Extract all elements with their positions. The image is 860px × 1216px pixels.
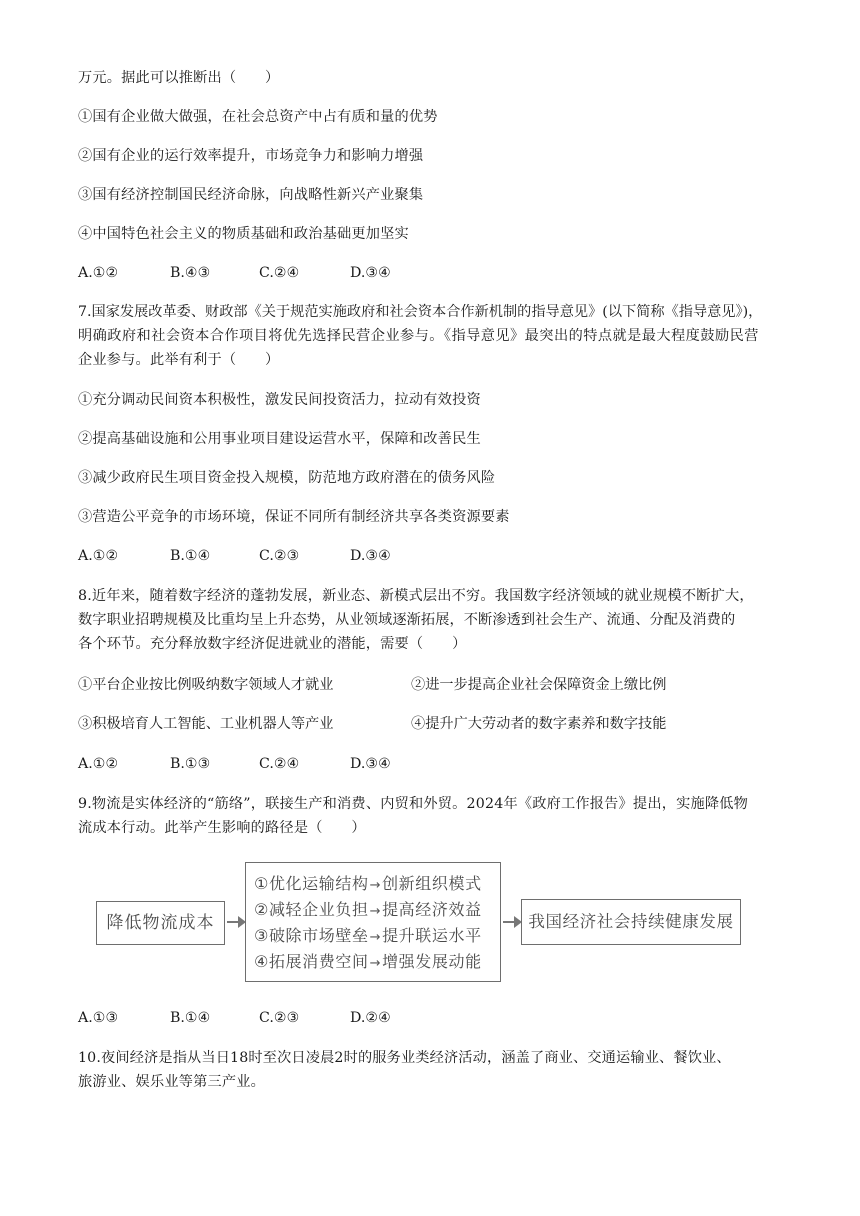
diagram-steps-box [245,862,501,982]
q8-option-b: B.①③ [170,756,211,772]
q6-option-c: C.②④ [259,265,300,281]
q8-stem-line-3: 各个环节。充分释放数字经济促进就业的潜能，需要（ ） [78,636,467,652]
q8-item-3: ③积极培育人工智能、工业机器人等产业 [78,716,334,732]
diagram-end-box: 我国经济社会持续健康发展 [521,899,741,945]
q7-option-b: B.①④ [170,548,211,564]
q7-item-4: ③营造公平竞争的市场环境，保证不同所有制经济共享各类资源要素 [78,509,510,525]
q8-items-row-1 [78,675,778,695]
q8-option-c: C.②④ [259,756,300,772]
small-arrow-icon: → [369,904,382,919]
diagram-step-2: ②减轻企业负担→提高经济效益 [254,900,482,919]
q7-item-2: ②提高基础设施和公用事业项目建设运营水平，保障和改善民生 [78,431,481,447]
q7-stem-line-1: 7.国家发展改革委、财政部《关于规范实施政府和社会资本合作新机制的指导意见》(以下简称《指导意见》)， [78,304,763,320]
small-arrow-icon: → [369,878,382,893]
q7-item-1: ①充分调动民间资本积极性，激发民间投资活力，拉动有效投资 [78,392,481,408]
diagram-start-box: 降低物流成本 [96,901,225,945]
diagram-step-3: ③破除市场壁垒→提升联运水平 [254,926,482,945]
q7-item-3: ③减少政府民生项目资金投入规模，防范地方政府潜在的债务风险 [78,470,496,486]
arrow-right-icon [503,921,515,923]
arrow-right-icon [227,921,239,923]
q6-item-3: ③国有经济控制国民经济命脉，向战略性新兴产业聚集 [78,187,424,203]
q7-option-c: C.②③ [259,548,300,564]
q8-stem-line-1: 8.近年来，随着数字经济的蓬勃发展，新业态、新模式层出不穷。我国数字经济领域的就业规模不断扩大， [78,588,754,604]
diagram-step-1: ①优化运输结构→创新组织模式 [254,874,482,893]
diagram-step-4: ④拓展消费空间→增强发展动能 [254,952,482,971]
q8-option-d: D.③④ [350,756,391,772]
q7-stem-line-2: 明确政府和社会资本合作项目将优先选择民营企业参与。《指导意见》最突出的特点就是最大程度鼓励民营 [78,328,759,344]
q10-stem-line-2: 旅游业、娱乐业等第三产业。 [78,1074,266,1090]
small-arrow-icon: → [369,956,382,971]
q8-stem-line-2: 数字职业招聘规模及比重均呈上升态势，从业领域逐渐拓展，不断渗透到社会生产、流通、分配及消费的 [78,612,736,628]
q9-option-a: A.①③ [78,1010,119,1026]
q10-stem-line-1: 10.夜间经济是指从当日18时至次日凌晨2时的服务业类经济活动，涵盖了商业、交通运输业、餐饮业、 [78,1050,731,1066]
q6-item-1: ①国有企业做大做强，在社会总资产中占有质和量的优势 [78,109,438,125]
q9-stem-line-2: 流成本行动。此举产生影响的路径是（ ） [78,820,366,836]
q9-option-b: B.①④ [170,1010,211,1026]
q7-option-a: A.①② [78,548,119,564]
q6-option-b: B.④③ [170,265,211,281]
q6-option-a: A.①② [78,265,119,281]
q8-item-1: ①平台企业按比例吸纳数字领域人才就业 [78,677,334,693]
q6-item-4: ④中国特色社会主义的物质基础和政治基础更加坚实 [78,226,409,242]
q8-option-a: A.①② [78,756,119,772]
q6-stem-tail: 万元。据此可以推断出（ ） [78,70,280,86]
q6-item-2: ②国有企业的运行效率提升，市场竞争力和影响力增强 [78,148,424,164]
q9-options [78,1008,478,1028]
logistics-flow-diagram [90,860,760,985]
q7-stem-line-3: 企业参与。此举有利于（ ） [78,352,280,368]
q6-option-d: D.③④ [350,265,391,281]
q9-option-d: D.②④ [350,1010,391,1026]
q8-item-4: ④提升广大劳动者的数字素养和数字技能 [411,716,667,732]
q9-stem-line-1: 9.物流是实体经济的“筋络”，联接生产和消费、内贸和外贸。2024年《政府工作报告》提出，实施降低物 [78,796,749,812]
q8-items-row-2 [78,714,778,734]
q9-option-c: C.②③ [259,1010,300,1026]
q7-options [78,546,478,566]
small-arrow-icon: → [369,930,382,945]
q8-item-2: ②进一步提高企业社会保障资金上缴比例 [411,677,667,693]
q6-options [78,263,478,283]
q7-option-d: D.③④ [350,548,391,564]
q8-options [78,754,478,774]
